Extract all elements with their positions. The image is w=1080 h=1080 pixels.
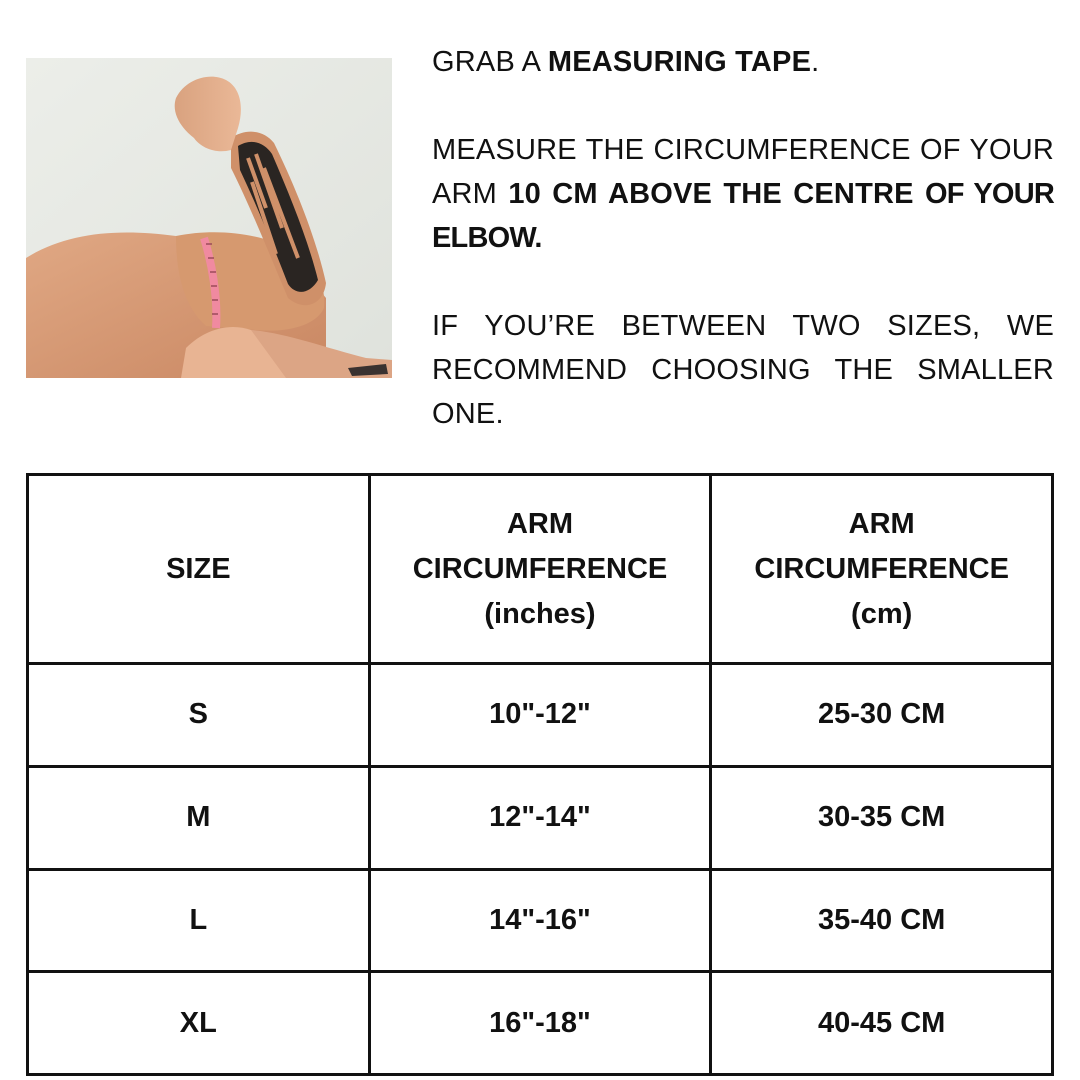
table-row (28, 766, 1053, 869)
instruction-emphasis-elbow: OF YOUR ELBOW. (432, 178, 1054, 254)
instruction-measure-circumference: MEASURE THE CIRCUMFERENCE OF YOUR ARM 10 CM ABOVE THE CENTRE OF YOUR ELBOW. (432, 134, 1054, 254)
size-chart-table (26, 473, 1054, 1076)
cm-cell: 25-30 CM (711, 664, 1053, 767)
instruction-emphasis-measuring-tape: MEASURING TAPE (547, 46, 812, 78)
table-header-row (28, 475, 1053, 664)
inches-cell: 12"-14" (369, 766, 711, 869)
inches-cell: 14"-16" (369, 869, 711, 972)
inches-cell: 10"-12" (369, 664, 711, 767)
table-row (28, 869, 1053, 972)
header-arm-circumference-cm: ARM CIRCUMFERENCE (cm) (711, 475, 1053, 664)
measuring-instructions (432, 40, 1054, 480)
header-size: SIZE (28, 475, 370, 664)
table-row (28, 972, 1053, 1075)
instruction-emphasis-10cm: 10 CM ABOVE THE CENTRE (508, 178, 914, 210)
size-cell: L (28, 869, 370, 972)
size-cell: XL (28, 972, 370, 1075)
table-row (28, 664, 1053, 767)
instruction-between-sizes: IF YOU’RE BETWEEN TWO SIZES, WE RECOMMEND CHOOSING THE SMALLER ONE. (432, 310, 1054, 430)
header-arm-circumference-inches: ARM CIRCUMFERENCE (inches) (369, 475, 711, 664)
cm-cell: 35-40 CM (711, 869, 1053, 972)
size-cell: S (28, 664, 370, 767)
arm-measuring-photo (26, 58, 392, 378)
size-cell: M (28, 766, 370, 869)
inches-cell: 16"-18" (369, 972, 711, 1075)
cm-cell: 30-35 CM (711, 766, 1053, 869)
instruction-grab-tape: GRAB A MEASURING TAPE. (432, 46, 820, 78)
cm-cell: 40-45 CM (711, 972, 1053, 1075)
